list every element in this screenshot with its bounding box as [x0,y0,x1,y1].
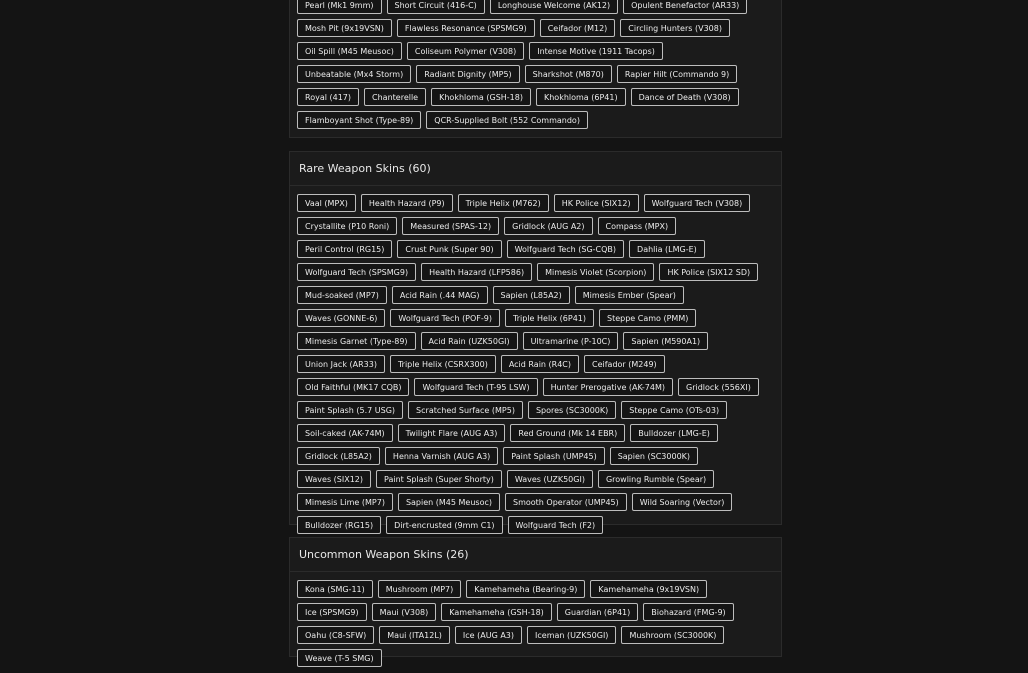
skin-chip[interactable]: Ceifador (M12) [540,19,616,37]
uncommon-skins-panel [289,537,782,663]
skin-chip[interactable]: Steppe Camo (OTs-03) [621,401,727,419]
skin-chip[interactable]: Wolfguard Tech (V308) [644,194,751,212]
skin-chip[interactable]: Flawless Resonance (SPSMG9) [397,19,535,37]
skin-chip[interactable]: QCR-Supplied Bolt (552 Commando) [426,111,588,129]
skin-chip[interactable]: Mosh Pit (9x19VSN) [297,19,392,37]
skin-chip[interactable]: Biohazard (FMG-9) [643,603,733,621]
chip-list [290,572,781,673]
skin-chip[interactable]: Dirt-encrusted (9mm C1) [386,516,502,534]
chip-list [290,186,781,540]
skin-chip[interactable]: Royal (417) [297,88,359,106]
skin-chip[interactable]: Khokhloma (6P41) [536,88,626,106]
skin-chip[interactable]: Peril Control (RG15) [297,240,392,258]
skin-chip[interactable]: Soil-caked (AK-74M) [297,424,393,442]
skin-chip[interactable]: Weave (T-5 SMG) [297,649,382,667]
skin-chip[interactable]: Steppe Camo (PMM) [599,309,696,327]
skin-chip[interactable]: Coliseum Polymer (V308) [407,42,524,60]
skin-chip[interactable]: Wild Soaring (Vector) [632,493,733,511]
skin-chip[interactable]: Paint Splash (5.7 USG) [297,401,403,419]
skin-chip[interactable]: Longhouse Welcome (AK12) [490,0,618,14]
skin-chip[interactable]: Union Jack (AR33) [297,355,385,373]
skin-chip[interactable]: Sapien (M590A1) [623,332,708,350]
skin-chip[interactable]: Guardian (6P41) [557,603,638,621]
skin-chip[interactable]: Pearl (Mk1 9mm) [297,0,382,14]
skin-chip[interactable]: Oil Spill (M45 Meusoc) [297,42,402,60]
skin-chip[interactable]: Mushroom (MP7) [378,580,462,598]
skin-chip[interactable]: Health Hazard (P9) [361,194,453,212]
skin-chip[interactable]: Red Ground (Mk 14 EBR) [510,424,625,442]
rare-skins-panel [289,151,782,530]
skin-chip[interactable]: Scratched Surface (MP5) [408,401,523,419]
skin-chip[interactable]: Maui (ITA12L) [379,626,450,644]
skin-chip[interactable]: Sapien (L85A2) [493,286,570,304]
skin-chip[interactable]: HK Police (SIX12) [554,194,639,212]
section-title: Rare Weapon Skins (60) [290,152,781,186]
skin-chip[interactable]: Mimesis Lime (MP7) [297,493,393,511]
skin-chip[interactable]: Vaal (MPX) [297,194,356,212]
skin-chip[interactable]: Triple Helix (CSRX300) [390,355,496,373]
skin-chip[interactable]: Unbeatable (Mx4 Storm) [297,65,411,83]
skin-chip[interactable]: Opulent Benefactor (AR33) [623,0,747,14]
skin-chip[interactable]: Waves (GONNE-6) [297,309,385,327]
skin-chip[interactable]: Wolfguard Tech (F2) [508,516,604,534]
skin-chip[interactable]: Old Faithful (MK17 CQB) [297,378,409,396]
skin-chip[interactable]: Khokhloma (GSH-18) [431,88,531,106]
skin-chip[interactable]: Paint Splash (Super Shorty) [376,470,502,488]
skin-chip[interactable]: Wolfguard Tech (T-95 LSW) [414,378,537,396]
skin-chip[interactable]: Kamehameha (9x19VSN) [590,580,707,598]
skin-chip[interactable]: Wolfguard Tech (SG-CQB) [507,240,624,258]
skin-chip[interactable]: Kona (SMG-11) [297,580,373,598]
skin-chip[interactable]: Mimesis Violet (Scorpion) [537,263,654,281]
skin-chip[interactable]: Kamehameha (GSH-18) [441,603,552,621]
skin-chip[interactable]: Acid Rain (R4C) [501,355,579,373]
skin-chip[interactable]: Sharkshot (M870) [525,65,612,83]
skin-chip[interactable]: Sapien (M45 Meusoc) [398,493,500,511]
skin-chip[interactable]: Oahu (C8-SFW) [297,626,374,644]
skin-chip[interactable]: Ultramarine (P-10C) [523,332,619,350]
chip-list [290,0,781,135]
skin-chip[interactable]: Growling Rumble (Spear) [598,470,714,488]
skin-chip[interactable]: Ceifador (M249) [584,355,665,373]
skin-chip[interactable]: Mimesis Garnet (Type-89) [297,332,416,350]
skin-chip[interactable]: Compass (MPX) [598,217,677,235]
skin-chip[interactable]: Circling Hunters (V308) [620,19,730,37]
skin-chip[interactable]: Measured (SPAS-12) [402,217,499,235]
skin-chip[interactable]: HK Police (SIX12 SD) [659,263,758,281]
skin-chip[interactable]: Spores (SC3000K) [528,401,616,419]
skin-chip[interactable]: Chanterelle [364,88,426,106]
skin-chip[interactable]: Henna Varnish (AUG A3) [385,447,498,465]
skin-chip[interactable]: Rapier Hilt (Commando 9) [617,65,737,83]
skin-chip[interactable]: Flamboyant Shot (Type-89) [297,111,421,129]
skin-chip[interactable]: Hunter Prerogative (AK-74M) [543,378,673,396]
skin-chip[interactable]: Mushroom (SC3000K) [621,626,724,644]
skin-chip[interactable]: Wolfguard Tech (SPSMG9) [297,263,416,281]
skin-chip[interactable]: Kamehameha (Bearing-9) [466,580,585,598]
skin-chip[interactable]: Gridlock (AUG A2) [504,217,592,235]
skin-chip[interactable]: Gridlock (L85A2) [297,447,380,465]
skin-chip[interactable]: Short Circuit (416-C) [387,0,485,14]
skin-chip[interactable]: Triple Helix (M762) [458,194,549,212]
skin-chip[interactable]: Triple Helix (6P41) [505,309,594,327]
skin-chip[interactable]: Ice (SPSMG9) [297,603,367,621]
skin-chip[interactable]: Acid Rain (.44 MAG) [392,286,488,304]
skin-chip[interactable]: Smooth Operator (UMP45) [505,493,627,511]
skin-chip[interactable]: Mimesis Ember (Spear) [575,286,684,304]
section-title: Uncommon Weapon Skins (26) [290,538,781,572]
skin-chip[interactable]: Twilight Flare (AUG A3) [398,424,506,442]
skin-chip[interactable]: Iceman (UZK50GI) [527,626,616,644]
skin-chip[interactable]: Waves (SIX12) [297,470,371,488]
skin-chip[interactable]: Waves (UZK50GI) [507,470,593,488]
skin-chip[interactable]: Paint Splash (UMP45) [503,447,604,465]
skin-chip[interactable]: Dance of Death (V308) [631,88,739,106]
skin-chip[interactable]: Wolfguard Tech (POF-9) [390,309,500,327]
legendary-skins-panel [289,0,782,138]
skin-chip[interactable]: Health Hazard (LFP586) [421,263,532,281]
skin-chip[interactable]: Dahlia (LMG-E) [629,240,705,258]
skin-chip[interactable]: Sapien (SC3000K) [610,447,698,465]
skin-chip[interactable]: Ice (AUG A3) [455,626,522,644]
skin-chip[interactable]: Radiant Dignity (MP5) [416,65,519,83]
skin-chip[interactable]: Bulldozer (LMG-E) [630,424,718,442]
skin-chip[interactable]: Bulldozer (RG15) [297,516,381,534]
skin-chip[interactable]: Intense Motive (1911 Tacops) [529,42,663,60]
skin-chip[interactable]: Crystallite (P10 Roni) [297,217,397,235]
skin-chip[interactable]: Acid Rain (UZK50GI) [421,332,518,350]
skin-chip[interactable]: Crust Punk (Super 90) [397,240,501,258]
skin-chip[interactable]: Mud-soaked (MP7) [297,286,387,304]
skin-chip[interactable]: Gridlock (556XI) [678,378,759,396]
skin-chip[interactable]: Maui (V308) [372,603,437,621]
